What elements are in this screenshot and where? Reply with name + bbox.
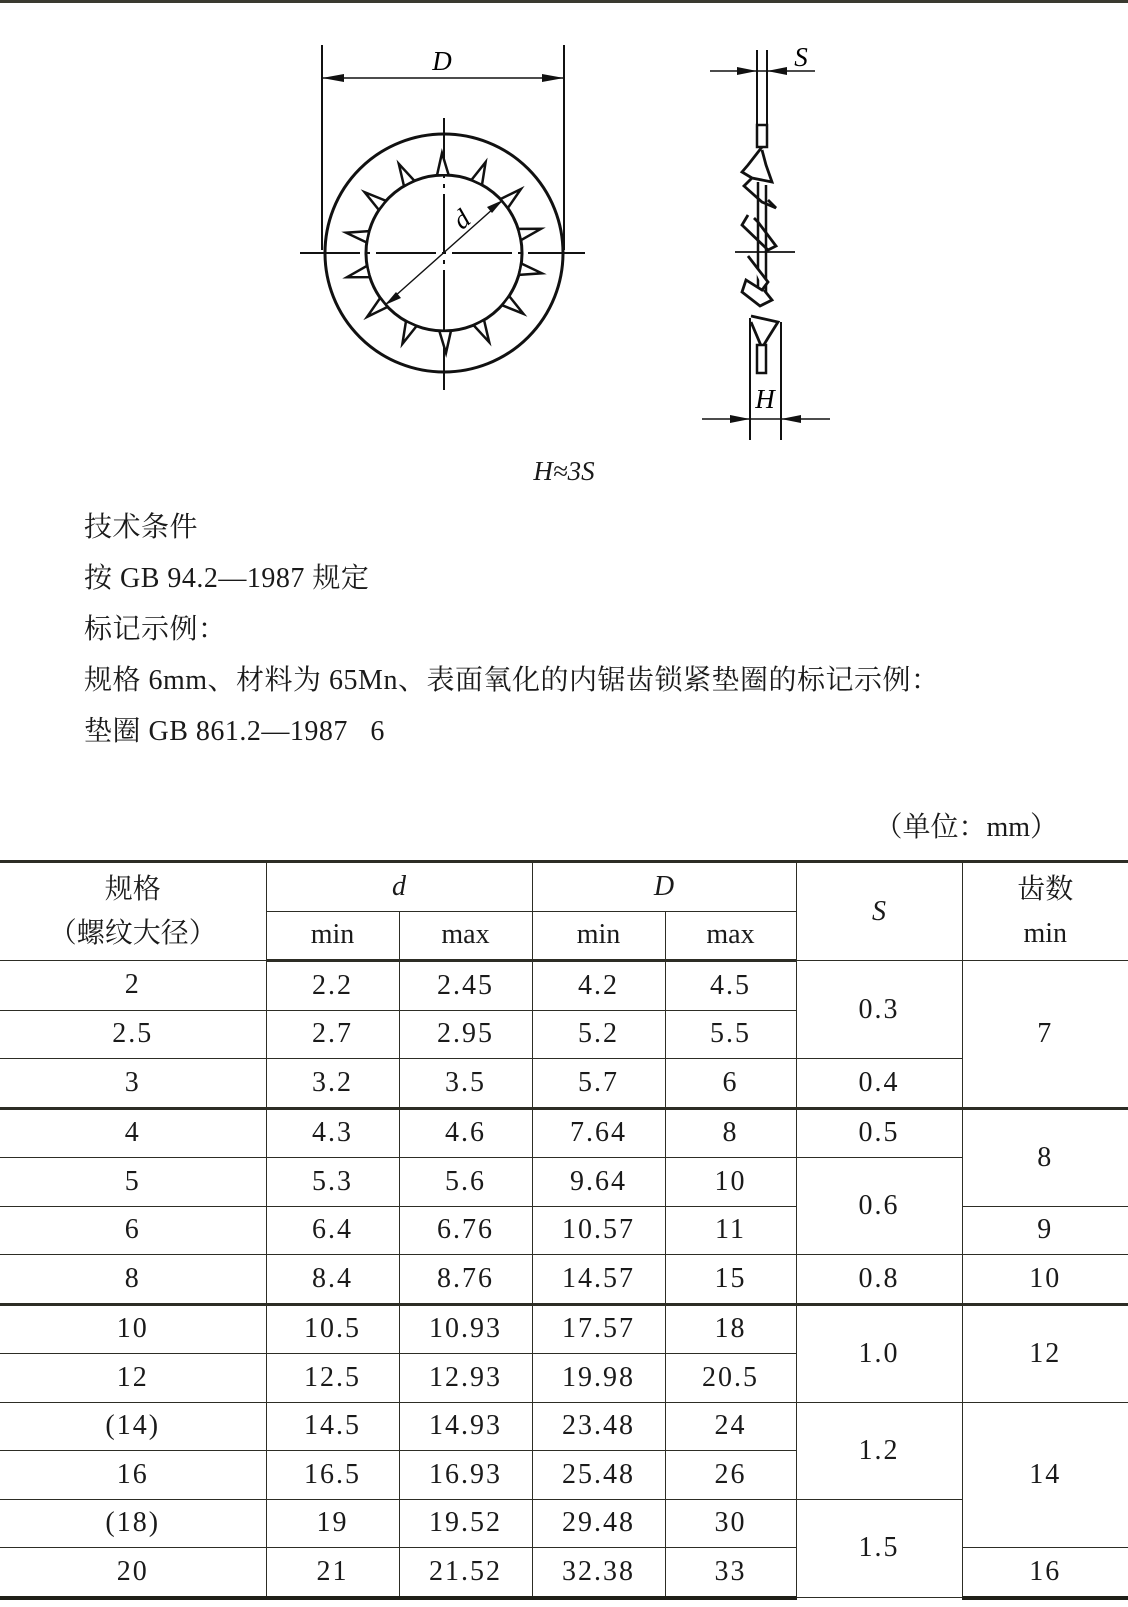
cell-D-min: 32.38 [532,1548,665,1598]
tooth [518,229,541,240]
cell-d-max: 12.93 [399,1354,532,1403]
header-D: D [532,862,796,912]
height-label: H [755,384,775,414]
marking-description: 规格 6mm、材料为 65Mn、表面氧化的内锯齿锁紧垫圈的标记示例： [84,665,940,696]
cell-D-min: 7.64 [532,1108,665,1158]
tooth [502,296,523,314]
arrowhead-icon [542,74,564,82]
cell-d-min: 4.3 [266,1108,399,1158]
cell-D-max: 24 [665,1402,796,1451]
cell-d-max: 2.95 [399,1010,532,1059]
tech-conditions-title: 技术条件 [84,512,199,543]
arrowhead-icon [322,74,344,82]
header-D-min: min [532,911,665,961]
side-view [702,50,830,440]
header-teeth-line1: 齿数 [1017,873,1074,905]
cell-d-min: 6.4 [266,1206,399,1255]
cell-D-min: 5.7 [532,1059,665,1109]
arrowhead-icon [487,200,503,213]
cell-D-max: 15 [665,1255,796,1305]
cell-D-max: 18 [665,1304,796,1354]
cell-D-min: 14.57 [532,1255,665,1305]
cell-D-min: 25.48 [532,1451,665,1500]
header-teeth-line2: min [1023,917,1068,949]
cell-teeth: 14 [962,1402,1128,1548]
washer-drawing [0,0,1128,450]
cell-d-max: 5.6 [399,1158,532,1207]
table-row [0,1158,1128,1207]
table-row [0,961,1128,1011]
cell-D-min: 23.48 [532,1402,665,1451]
tooth [399,164,415,186]
cell-spec: 2.5 [0,1010,266,1059]
cell-D-max: 10 [665,1158,796,1207]
cell-d-min: 21 [266,1548,399,1598]
cell-D-max: 26 [665,1451,796,1500]
table-row [0,1402,1128,1451]
arrowhead-icon [385,292,401,305]
cell-S: 1.5 [796,1499,962,1598]
cell-D-min: 9.64 [532,1158,665,1207]
cell-spec: (14) [0,1402,266,1451]
cell-teeth: 9 [962,1206,1128,1255]
table-row [0,1304,1128,1354]
tooth [500,189,521,208]
cell-spec: 10 [0,1304,266,1354]
header-d-max: max [399,911,532,961]
cell-spec: 2 [0,961,266,1011]
header-spec-line2: （螺纹大径） [48,917,217,949]
cell-teeth: 7 [962,961,1128,1109]
cell-S: 0.3 [796,961,962,1059]
arrowhead-icon [767,67,787,75]
cell-teeth: 8 [962,1108,1128,1206]
cell-d-max: 10.93 [399,1304,532,1354]
unit-note: （单位：mm） [874,812,1058,843]
cell-spec: 20 [0,1548,266,1598]
cell-d-max: 16.93 [399,1451,532,1500]
cell-D-min: 29.48 [532,1499,665,1548]
cell-d-min: 12.5 [266,1354,399,1403]
cell-d-max: 14.93 [399,1402,532,1451]
cell-spec: 3 [0,1059,266,1109]
cell-teeth: 10 [962,1255,1128,1305]
cell-d-min: 16.5 [266,1451,399,1500]
cell-D-max: 11 [665,1206,796,1255]
arrowhead-icon [737,67,757,75]
arrowhead-icon [730,415,750,423]
cell-spec: 8 [0,1255,266,1305]
tooth [347,266,370,277]
cell-D-max: 5.5 [665,1010,796,1059]
tooth [402,321,416,344]
cell-spec: 6 [0,1206,266,1255]
cell-D-max: 33 [665,1548,796,1598]
cell-D-min: 5.2 [532,1010,665,1059]
header-d: d [266,862,532,912]
cell-d-min: 3.2 [266,1059,399,1109]
header-spec-line1: 规格 [104,873,161,905]
cell-d-max: 8.76 [399,1255,532,1305]
marking-title: 标记示例： [84,614,227,645]
tooth [346,231,369,242]
header-d-min: min [266,911,399,961]
cell-D-max: 4.5 [665,961,796,1011]
arrowhead-icon [781,415,801,423]
cell-D-min: 4.2 [532,961,665,1011]
cell-D-min: 17.57 [532,1304,665,1354]
cell-d-min: 19 [266,1499,399,1548]
tooth [474,320,490,342]
cell-teeth: 16 [962,1548,1128,1598]
tooth [437,153,449,175]
table-row [0,1059,1128,1109]
cell-d-max: 21.52 [399,1548,532,1598]
tech-conditions-body: 按 GB 94.2—1987 规定 [84,563,370,594]
tooth [367,298,388,317]
cell-teeth: 12 [962,1304,1128,1402]
cell-spec: 5 [0,1158,266,1207]
cell-D-min: 10.57 [532,1206,665,1255]
cell-S: 0.6 [796,1158,962,1255]
cell-d-max: 3.5 [399,1059,532,1109]
cell-spec: 16 [0,1451,266,1500]
cell-D-max: 6 [665,1059,796,1109]
table-row [0,1108,1128,1158]
cell-spec: 12 [0,1354,266,1403]
cell-d-min: 8.4 [266,1255,399,1305]
cell-D-max: 8 [665,1108,796,1158]
cell-d-max: 19.52 [399,1499,532,1548]
cell-spec: (18) [0,1499,266,1548]
thickness-label: S [794,42,808,72]
specification-table [0,860,1128,1600]
cell-S: 1.2 [796,1402,962,1499]
cell-S: 1.0 [796,1304,962,1402]
tooth [439,331,451,353]
cell-D-min: 19.98 [532,1354,665,1403]
header-D-max: max [665,911,796,961]
cell-d-min: 14.5 [266,1402,399,1451]
height-formula: H≈3S [533,456,595,486]
cell-d-max: 4.6 [399,1108,532,1158]
cell-d-min: 10.5 [266,1304,399,1354]
tooth [519,264,542,275]
cell-S: 0.8 [796,1255,962,1305]
table-row [0,1255,1128,1305]
cell-S: 0.5 [796,1108,962,1158]
cell-spec: 4 [0,1108,266,1158]
marking-example: 垫圈 GB 861.2—1987 6 [84,716,385,747]
cell-d-min: 2.7 [266,1010,399,1059]
cell-d-max: 2.45 [399,961,532,1011]
cell-d-min: 2.2 [266,961,399,1011]
cell-d-min: 5.3 [266,1158,399,1207]
tooth [471,162,485,185]
inner-diameter-label: d [446,203,477,236]
header-S: S [796,862,962,961]
header-spec [0,862,266,961]
cell-S: 0.4 [796,1059,962,1109]
header-teeth [962,862,1128,961]
table-row [0,1499,1128,1548]
outer-diameter-label: D [432,46,452,76]
cell-D-max: 30 [665,1499,796,1548]
cell-d-max: 6.76 [399,1206,532,1255]
tooth [365,192,386,210]
cell-D-max: 20.5 [665,1354,796,1403]
